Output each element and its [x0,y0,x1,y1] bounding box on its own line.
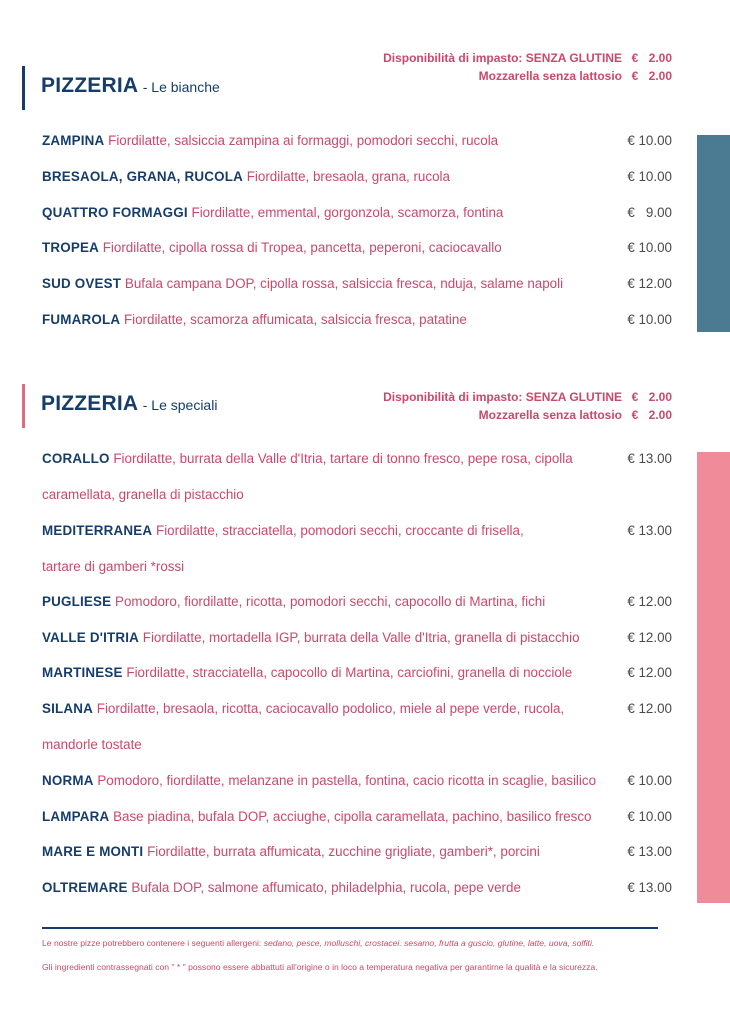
menu-item-valle-ditria [42,620,672,656]
item-description: Fiordilatte, bresaola, grana, rucola [246,169,450,184]
item-description: Base piadina, bufala DOP, acciughe, cipolla caramellata, pachino, basilico fresco [113,809,592,824]
item-price: € 10.00 [627,133,672,148]
item-description: Fiordilatte, salsiccia zampina ai formaggi, pomodori secchi, rucola [108,133,499,148]
item-description: Pomodoro, fiordilatte, ricotta, pomodori secchi, capocollo di Martina, fichi [115,594,546,609]
item-name: CORALLO [42,451,110,466]
item-name: NORMA [42,773,94,788]
menu-item-lampara [42,799,672,835]
item-description: Fiordilatte, bresaola, ricotta, caciocavallo podolico, miele al pepe verde, rucola, mandorle tostate [42,701,565,752]
item-price: € 10.00 [627,240,672,255]
item-price: € 10.00 [627,169,672,184]
availability-label: Disponibilità di impasto: SENZA GLUTINE [383,390,622,404]
item-description: Bufala DOP, salmone affumicato, philadelphia, rucola, pepe verde [131,880,521,895]
item-name: LAMPARA [42,809,110,824]
section-title-sub: - Le bianche [142,79,220,95]
availability-label: Mozzarella senza lattosio [478,408,622,422]
availability-price: 2.00 [648,408,672,422]
menu-item-silana [42,691,672,763]
item-name: PUGLIESE [42,594,112,609]
availability-currency: € [631,69,639,83]
availability-price: 2.00 [648,51,672,65]
item-name: SUD OVEST [42,276,122,291]
item-name: MARE E MONTI [42,844,144,859]
item-description: Fiordilatte, emmental, gorgonzola, scamorza, fontina [191,205,504,220]
menu-item-sud-ovest [42,266,672,302]
item-price: € 9.00 [627,205,672,220]
availability-row [383,67,672,85]
item-name: BRESAOLA, GRANA, RUCOLA [42,169,243,184]
menu-item-norma [42,763,672,799]
menu-item-corallo [42,441,672,513]
item-name: OLTREMARE [42,880,128,895]
item-description: Fiordilatte, scamorza affumicata, salsiccia fresca, patatine [123,312,467,327]
item-name: SILANA [42,701,94,716]
side-accent-bar-blue [697,135,730,332]
item-price: € 12.00 [627,630,672,645]
item-name: VALLE D'ITRIA [42,630,140,645]
availability-box [383,49,672,85]
availability-box [383,388,672,424]
availability-currency: € [631,390,639,404]
availability-label: Mozzarella senza lattosio [478,69,622,83]
item-price: € 12.00 [627,594,672,609]
availability-price: 2.00 [648,69,672,83]
allergen-intro: Le nostre pizze potrebbero contenere i seguenti allergeni: [42,938,262,948]
menu-item-fumarola [42,302,672,338]
menu-item-quattro-formaggi [42,195,672,231]
availability-currency: € [631,408,639,422]
availability-label: Disponibilità di impasto: SENZA GLUTINE [383,51,622,65]
item-name: QUATTRO FORMAGGI [42,205,188,220]
item-price: € 10.00 [627,773,672,788]
section-title-main: PIZZERIA [41,392,139,415]
item-description: Fiordilatte, cipolla rossa di Tropea, pancetta, peperoni, caciocavallo [102,240,502,255]
section-title-sub: - Le speciali [142,397,218,413]
menu-item-tropea [42,230,672,266]
item-description: Fiordilatte, mortadella IGP, burrata della Valle d'Itria, granella di pistacchio [142,630,580,645]
menu-item-martinese [42,655,672,691]
item-description: Fiordilatte, burrata della Valle d'Itria, tartare di tonno fresco, pepe rosa, cipolla caramellata, granella di pistacchio [42,451,573,502]
item-description: Bufala campana DOP, cipolla rossa, salsiccia fresca, nduja, salame napoli [124,276,564,291]
item-price: € 13.00 [627,844,672,859]
item-price: € 13.00 [627,880,672,895]
availability-row [383,49,672,67]
section-accent-line [22,66,25,110]
section-title [41,392,217,416]
item-description: Pomodoro, fiordilatte, melanzane in pastella, fontina, cacio ricotta in scaglie, basilico [97,773,597,788]
menu-item-pugliese [42,584,672,620]
availability-price: 2.00 [648,390,672,404]
item-description: Fiordilatte, stracciatella, pomodori secchi, croccante di frisella, tartare di gamberi *rossi [42,523,524,574]
item-description: Fiordilatte, burrata affumicata, zucchine grigliate, gamberi*, porcini [147,844,540,859]
item-description: Fiordilatte, stracciatella, capocollo di Martina, carciofini, granella di nocciole [126,665,573,680]
menu-item-mare-e-monti [42,834,672,870]
item-name: ZAMPINA [42,133,105,148]
availability-row [383,406,672,424]
item-price: € 12.00 [627,665,672,680]
section-title-main: PIZZERIA [41,74,139,97]
item-name: MEDITERRANEA [42,523,153,538]
menu-item-oltremare [42,870,672,906]
section-title [41,74,220,98]
frozen-ingredients-note: Gli ingredienti contrassegnati con " * " possono essere abbattuti all'origine o in loco a temperatura negativa per garantirne la qualità e la sicurezza. [42,962,598,972]
item-price: € 13.00 [627,451,672,466]
item-price: € 10.00 [627,809,672,824]
side-accent-bar-pink [697,452,730,903]
availability-row [383,388,672,406]
availability-currency: € [631,51,639,65]
item-name: MARTINESE [42,665,123,680]
item-price: € 12.00 [627,276,672,291]
item-name: FUMAROLA [42,312,121,327]
menu-item-bresaola [42,159,672,195]
menu-item-mediterranea [42,513,672,585]
item-name: TROPEA [42,240,99,255]
section-accent-line [22,384,25,428]
allergen-list: sedano, pesce, molluschi, crostacei. sesamo, frutta a guscio, glutine, latte, uova, solfiti. [263,938,595,948]
footer-divider [42,927,658,929]
menu-item-zampina [42,123,672,159]
item-price: € 12.00 [627,701,672,716]
item-price: € 10.00 [627,312,672,327]
allergen-note [42,938,682,948]
item-price: € 13.00 [627,523,672,538]
